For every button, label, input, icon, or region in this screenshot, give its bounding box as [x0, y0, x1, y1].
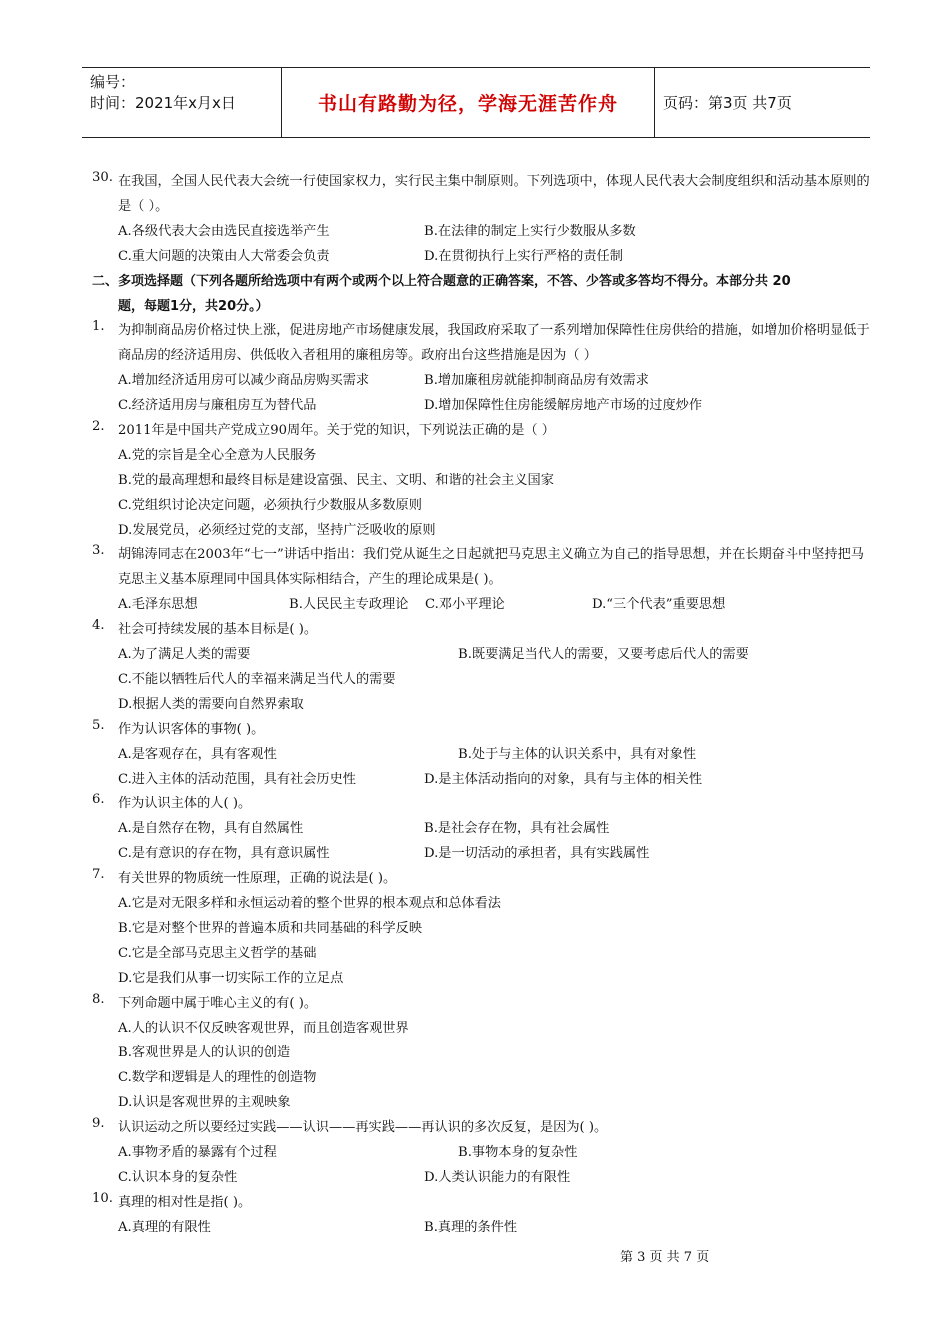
- option-a: A.各级代表大会由选民直接选举产生: [118, 223, 330, 239]
- option-c: C.是有意识的存在物，具有意识属性: [118, 846, 330, 862]
- option-b: B.真理的条件性: [424, 1219, 518, 1235]
- question-text: 作为认识客体的事物( )。: [118, 721, 265, 737]
- option-a: A.党的宗旨是全心全意为人民服务: [118, 447, 317, 463]
- header-page-label: 页码：第3页 共7页: [663, 94, 792, 112]
- question-30: [92, 170, 872, 270]
- option-a: A.真理的有限性: [118, 1219, 211, 1235]
- option-a: A.毛泽东思想: [118, 597, 198, 613]
- question-text: 下列命题中属于唯心主义的有( )。: [118, 995, 318, 1011]
- option-a: A.是自然存在物，具有自然属性: [118, 821, 304, 837]
- option-b: B.增加廉租房就能抑制商品房有效需求: [424, 373, 649, 389]
- option-d: D.人类认识能力的有限性: [424, 1169, 571, 1185]
- question-number: 5.: [92, 717, 105, 733]
- option-a: A.为了满足人类的需要: [118, 647, 251, 663]
- option-d: D.是主体活动指向的对象，具有与主体的相关性: [424, 771, 703, 787]
- option-a: A.增加经济适用房可以减少商品房购买需求: [118, 373, 370, 389]
- option-b: B.既要满足当代人的需要，又要考虑后代人的需要: [458, 647, 749, 663]
- question-text: 认识运动之所以要经过实践——认识——再实践——再认识的多次反复，是因为( )。: [118, 1120, 608, 1136]
- option-b: B.处于与主体的认识关系中，具有对象性: [458, 746, 697, 762]
- header-meta: [82, 68, 282, 137]
- question-text: 社会可持续发展的基本目标是( )。: [118, 622, 318, 638]
- doc-number-label: 编号：: [90, 73, 136, 91]
- option-c: C.重大问题的决策由人大常委会负责: [118, 248, 330, 264]
- option-d: D.根据人类的需要向自然界索取: [118, 696, 304, 712]
- question-number: 2.: [92, 419, 105, 434]
- question-8: [92, 992, 872, 1116]
- question-4: [92, 618, 872, 718]
- option-c: C.认识本身的复杂性: [118, 1169, 238, 1185]
- exam-content: [92, 170, 872, 1241]
- header-motto: 书山有路勤为径，学海无涯苦作舟: [282, 68, 655, 137]
- option-a: A.人的认识不仅反映客观世界，而且创造客观世界: [118, 1020, 409, 1036]
- option-b: B.人民民主专政理论: [289, 597, 409, 613]
- question-10: [92, 1191, 872, 1241]
- question-text: 为抑制商品房价格过快上涨，促进房地产市场健康发展，我国政府采取了一系列增加保障性住房供给的措施，如增加价格明显低于商品房的经济适用房、供低收入者租用的廉租房等。政府出台这些措施是因为（ ）: [118, 323, 870, 364]
- option-c: C.经济适用房与廉租房互为替代品: [118, 398, 317, 414]
- question-text: 2011年是中国共产党成立90周年。关于党的知识，下列说法正确的是（ ）: [118, 423, 555, 438]
- question-number: 4.: [92, 618, 105, 634]
- section-heading: [92, 270, 872, 320]
- option-b: B.党的最高理想和最终目标是建设富强、民主、文明、和谐的社会主义国家: [118, 472, 554, 488]
- page-header: [82, 67, 870, 138]
- question-number: 30.: [92, 170, 113, 185]
- option-c: C.邓小平理论: [425, 597, 505, 613]
- question-1: [92, 319, 872, 419]
- option-b: B.在法律的制定上实行少数服从多数: [424, 223, 636, 239]
- question-3: [92, 543, 872, 618]
- option-d: D.“三个代表”重要思想: [592, 597, 726, 613]
- question-number: 7.: [92, 867, 105, 883]
- footer-page-number: 第 3 页 共 7 页: [620, 1250, 710, 1265]
- option-d: D.发展党员，必须经过党的支部，坚持广泛吸收的原则: [118, 522, 436, 538]
- question-6: [92, 792, 872, 867]
- option-b: B.客观世界是人的认识的创造: [118, 1045, 291, 1061]
- option-d: D.是一切活动的承担者，具有实践属性: [424, 846, 650, 862]
- option-d: D.认识是客观世界的主观映象: [118, 1095, 291, 1111]
- option-d: D.增加保障性住房能缓解房地产市场的过度炒作: [424, 398, 703, 414]
- question-number: 3.: [92, 543, 105, 559]
- question-7: [92, 867, 872, 991]
- option-a: A.事物矛盾的暴露有个过程: [118, 1144, 277, 1160]
- option-c: C.它是全部马克思主义哲学的基础: [118, 945, 317, 961]
- option-a: A.是客观存在，具有客观性: [118, 746, 277, 762]
- time-label: 时间：2021年x月x日: [90, 94, 236, 112]
- question-number: 6.: [92, 792, 105, 808]
- option-c: C.党组织讨论决定问题，必须执行少数服从多数原则: [118, 497, 422, 513]
- option-c: C.不能以牺牲后代人的幸福来满足当代人的需要: [118, 671, 396, 687]
- question-text: 真理的相对性是指( )。: [118, 1194, 252, 1210]
- question-2: [92, 419, 872, 543]
- question-5: [92, 718, 872, 793]
- option-d: D.在贯彻执行上实行严格的责任制: [424, 248, 623, 264]
- question-number: 1.: [92, 319, 105, 335]
- option-c: C.数学和逻辑是人的理性的创造物: [118, 1070, 317, 1086]
- question-text: 在我国，全国人民代表大会统一行使国家权力，实行民主集中制原则。下列选项中，体现人民代表大会制度组织和活动基本原则的是（ ）。: [118, 174, 870, 214]
- option-d: D.它是我们从事一切实际工作的立足点: [118, 970, 344, 986]
- question-number: 10.: [92, 1190, 113, 1206]
- option-b: B.它是对整个世界的普遍本质和共同基础的科学反映: [118, 920, 423, 936]
- option-c: C.进入主体的活动范围，具有社会历史性: [118, 771, 356, 787]
- question-text: 有关世界的物质统一性原理，正确的说法是( )。: [118, 871, 397, 887]
- option-b: B.是社会存在物，具有社会属性: [424, 821, 610, 837]
- section-heading-line1: 二、多项选择题（下列各题所给选项中有两个或两个以上符合题意的正确答案，不答、少答或多答均不得分。本部分共 20: [92, 273, 791, 289]
- question-9: [92, 1116, 872, 1191]
- section-heading-line2: 题，每题1分，共20分。）: [118, 298, 269, 314]
- option-b: B.事物本身的复杂性: [458, 1144, 578, 1160]
- question-text: 作为认识主体的人( )。: [118, 796, 252, 812]
- question-number: 8.: [92, 991, 105, 1007]
- question-number: 9.: [92, 1116, 105, 1132]
- option-a: A.它是对无限多样和永恒运动着的整个世界的根本观点和总体看法: [118, 896, 501, 912]
- question-text: 胡锦涛同志在2003年“七一”讲话中指出：我们党从诞生之日起就把马克思主义确立为自己的指导思想，并在长期奋斗中坚持把马克思主义基本原理同中国具体实际相结合，产生的理论成果是( )。: [118, 547, 864, 588]
